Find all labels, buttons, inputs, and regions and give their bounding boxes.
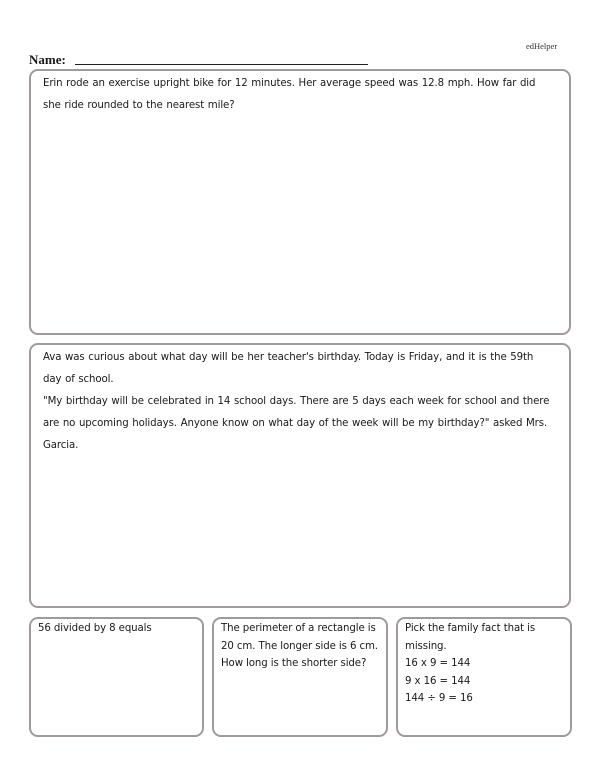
problem-text: 56 divided by 8 equals <box>38 623 152 634</box>
family-fact: 144 ÷ 9 = 16 <box>405 693 473 704</box>
name-row <box>29 51 368 67</box>
problem-prompt: Pick the family fact that is missing. <box>405 623 536 652</box>
name-label: Name: <box>29 52 66 67</box>
problem-paragraph: "My birthday will be celebrated in 14 school days. There are 5 days each week for school and there are no upcoming holidays. Anyone know on what day of the week will be my birthday?" asked Mrs. Garcia. <box>43 396 550 451</box>
name-input-line[interactable] <box>75 52 368 65</box>
problem-text: Erin rode an exercise upright bike for 12 minutes. Her average speed was 12.8 mph. How far did she ride rounded to the nearest mile? <box>43 78 536 111</box>
problem-box-perimeter[interactable] <box>212 617 388 737</box>
problem-text: The perimeter of a rectangle is 20 cm. The longer side is 6 cm. How long is the shorter side? <box>221 623 378 669</box>
family-fact: 16 x 9 = 144 <box>405 658 471 669</box>
problem-box-family-fact[interactable] <box>396 617 572 737</box>
family-fact: 9 x 16 = 144 <box>405 675 471 687</box>
problem-box-bike-distance[interactable] <box>29 69 571 335</box>
problem-text <box>43 347 555 457</box>
problem-box-division[interactable] <box>29 617 204 737</box>
problem-paragraph: Ava was curious about what day will be her teacher's birthday. Today is Friday, and it is the 59th day of school. <box>43 352 534 385</box>
problem-text <box>405 620 564 708</box>
brand-label: edHelper <box>526 41 558 51</box>
problem-box-birthday[interactable] <box>29 343 571 608</box>
